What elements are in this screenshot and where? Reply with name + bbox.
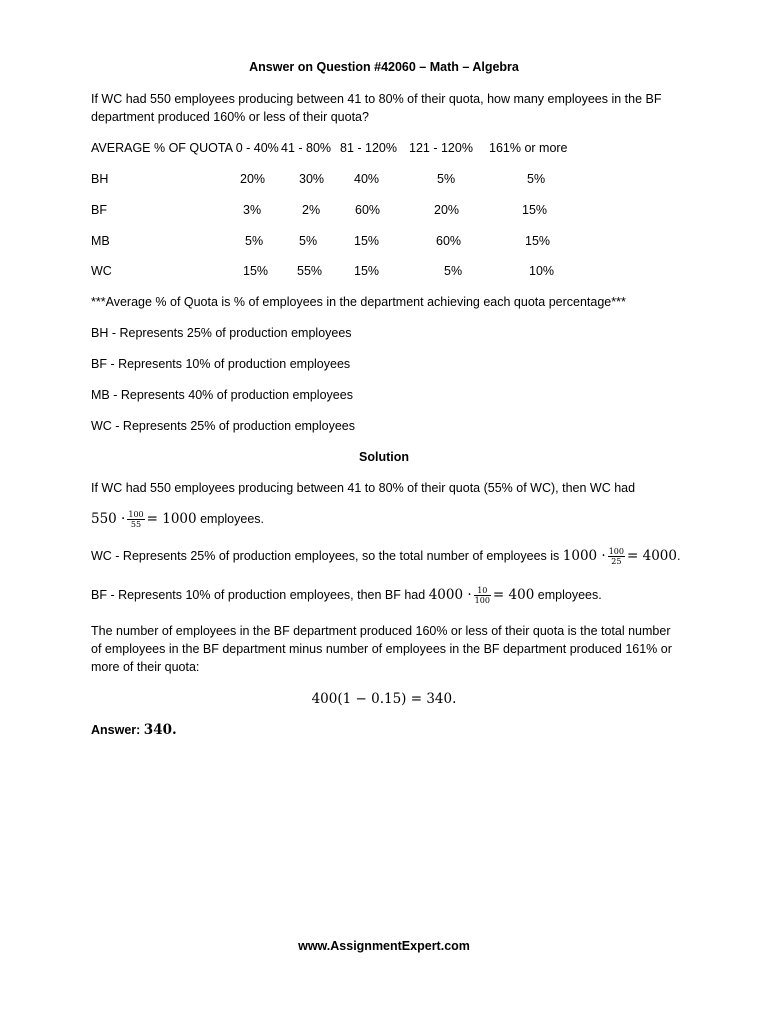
cell: 15% <box>525 234 551 248</box>
table-header <box>91 141 671 157</box>
cell: 15% <box>354 234 380 248</box>
solution-line-1: If WC had 550 employees producing between 41 to 80% of their quota (55% of WC), then WC had <box>91 481 636 495</box>
represents-mb: MB - Represents 40% of production employees <box>91 388 353 402</box>
footer-link[interactable]: www.AssignmentExpert.com <box>298 939 470 953</box>
header-col-4: 161% or more <box>489 141 568 155</box>
eq1-rest: = 1000 <box>146 510 197 527</box>
cell: 5% <box>245 234 264 248</box>
solution-line-3 <box>91 547 680 566</box>
row-dept: WC <box>91 264 112 278</box>
represents-bh: BH - Represents 25% of production employees <box>91 326 352 340</box>
cell: 3% <box>243 203 262 217</box>
answer <box>91 722 177 738</box>
row-dept: BF <box>91 203 107 217</box>
cell: 5% <box>444 264 463 278</box>
eq1-fraction <box>127 510 144 529</box>
solution-heading: Solution <box>359 450 409 464</box>
line4-fraction <box>474 586 491 605</box>
cell: 5% <box>527 172 546 186</box>
cell: 2% <box>302 203 321 217</box>
row-dept: BH <box>91 172 109 186</box>
cell: 60% <box>436 234 462 248</box>
line4-rest: = 400 <box>492 586 535 603</box>
solution-para-2: of employees in the BF department minus number of employees in the BF department produced 161% or <box>91 642 672 656</box>
cell: 55% <box>297 264 323 278</box>
eq1-tail: employees. <box>196 511 265 526</box>
table-row <box>91 203 671 219</box>
eq1-den: 55 <box>130 520 142 529</box>
line4-lead: 4000 · <box>428 586 472 603</box>
header-col-0: AVERAGE % OF QUOTA 0 - 40% <box>91 141 279 155</box>
cell: 20% <box>240 172 266 186</box>
final-equation: 400(1 − 0.15) = 340. <box>311 691 457 707</box>
eq1-num: 100 <box>128 510 144 519</box>
solution-para-3: more of their quota: <box>91 660 200 674</box>
represents-bf: BF - Represents 10% of production employees <box>91 357 351 371</box>
line3-text: WC - Represents 25% of production employees, so the total number of employees is <box>91 548 563 563</box>
cell: 40% <box>354 172 380 186</box>
question-line-2: department produced 160% or less of their quota? <box>91 110 369 124</box>
cell: 60% <box>355 203 381 217</box>
line3-den: 25 <box>611 557 622 566</box>
line3-rest: = 4000 <box>627 547 677 564</box>
cell: 15% <box>243 264 269 278</box>
cell: 20% <box>434 203 460 217</box>
cell: 30% <box>299 172 325 186</box>
cell: 15% <box>354 264 380 278</box>
cell: 5% <box>437 172 456 186</box>
line4-tail: employees. <box>534 587 602 602</box>
page-title: Answer on Question #42060 – Math – Algebra <box>249 60 519 74</box>
line4-num: 10 <box>474 586 491 596</box>
table-row <box>91 172 671 188</box>
equation-1 <box>91 510 264 529</box>
table-note: ***Average % of Quota is % of employees in the department achieving each quota percentage*** <box>91 295 626 309</box>
line3-tail: . <box>676 548 681 563</box>
cell: 10% <box>529 264 555 278</box>
answer-label: Answer: <box>91 723 144 737</box>
header-col-2: 81 - 120% <box>340 141 397 155</box>
row-dept: MB <box>91 234 110 248</box>
cell: 15% <box>522 203 548 217</box>
solution-line-4 <box>91 586 602 605</box>
line4-den: 100 <box>474 596 490 605</box>
represents-wc: WC - Represents 25% of production employees <box>91 419 356 433</box>
line4-text: BF - Represents 10% of production employees, then BF had <box>91 587 429 602</box>
table-row <box>91 234 671 250</box>
answer-value: 340. <box>143 722 177 738</box>
question-line-1: If WC had 550 employees producing between 41 to 80% of their quota, how many employees in the BF <box>91 92 662 106</box>
line3-fraction <box>608 547 625 566</box>
solution-para-1: The number of employees in the BF department produced 160% or less of their quota is the total number <box>91 624 671 638</box>
cell: 5% <box>299 234 318 248</box>
table-row <box>91 264 671 280</box>
eq1-lead: 550 · <box>91 510 126 527</box>
header-col-1: 41 - 80% <box>281 141 332 155</box>
header-col-3: 121 - 120% <box>409 141 473 155</box>
line3-lead: 1000 · <box>562 547 606 564</box>
line3-num: 100 <box>608 547 624 556</box>
